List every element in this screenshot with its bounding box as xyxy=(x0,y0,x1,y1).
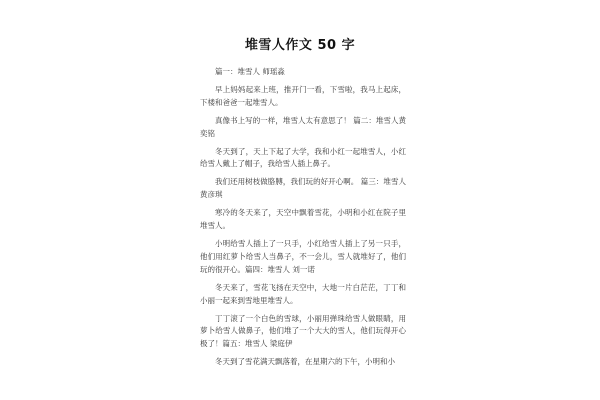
paragraph: 早上妈妈起来上班，推开门一看，下雪啦，我马上起床，下楼和爸爸一起堆雪人。 xyxy=(200,84,406,107)
paragraph: 冬天到了雪花满天飘落着，在星期六的下午，小明和小 xyxy=(215,357,395,367)
document-title: 堆雪人作文 50 字 xyxy=(244,38,356,53)
paragraph: 冬天来了，雪花飞扬在天空中，大地一片白茫茫，丁丁和小丽一起来到雪地里堆雪人。 xyxy=(200,282,406,305)
paragraph: 我们还用树枝做胳膊，我们玩的好开心啊。 篇三：堆雪人 黄彦琪 xyxy=(200,177,406,200)
paragraph: 真像书上写的一样，堆雪人太有意思了！ 篇二：堆雪人黄奕铭 xyxy=(200,115,406,138)
paragraph: 寒冷的冬天来了，天空中飘着雪花，小明和小红在院子里堆雪人。 xyxy=(200,208,406,231)
paragraph: 冬天到了，天上下起了大学，我和小红一起堆雪人，小红给雪人戴上了帽子，我给雪人插上鼻子。 xyxy=(200,146,406,169)
paragraph: 丁丁滚了一个白色的雪球，小丽用弹珠给雪人做眼睛，用萝卜给雪人做鼻子，他们堆了一个大大的雪人，他们玩得开心极了！篇五：堆雪人 梁庭伊 xyxy=(200,313,406,349)
document-body xyxy=(200,66,406,374)
paragraph: 小明给雪人插上了一只手，小红给雪人插上了另一只手，他们用红萝卜给雪人当鼻子，不一会儿，雪人就堆好了，他们玩的很开心。篇四：堆雪人 刘一诺 xyxy=(200,238,406,274)
paragraph: 篇一：堆雪人 师瑶淼 xyxy=(215,67,285,76)
